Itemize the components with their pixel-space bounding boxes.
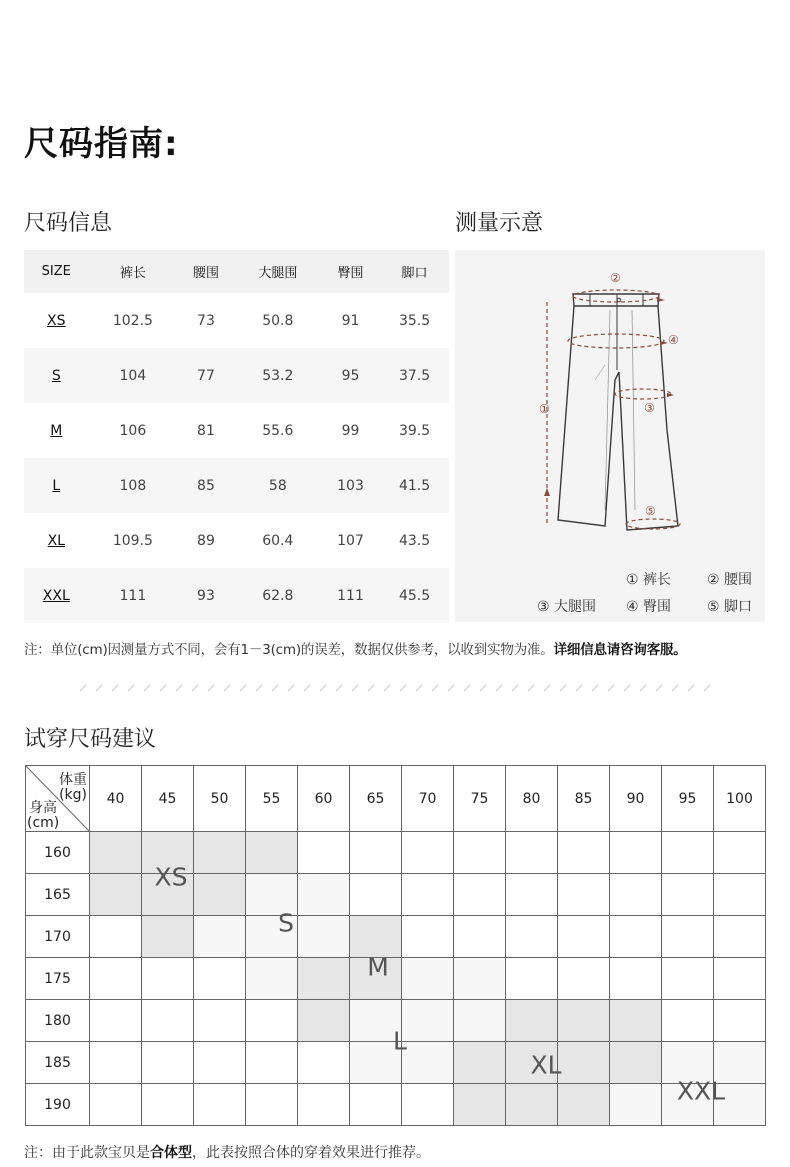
note-fit [24,1142,430,1162]
grid-cell [402,832,454,874]
marker-waist: ② [610,271,621,285]
grid-cell [90,1042,142,1084]
pants-diagram [455,250,765,622]
col-hip: 臀围 [321,250,380,293]
weight-header: 95 [662,766,714,832]
weight-header: 70 [402,766,454,832]
grid-cell [246,832,298,874]
grid-cell [610,916,662,958]
grid-cell [350,916,402,958]
weight-header: 90 [610,766,662,832]
grid-cell [90,832,142,874]
size-label: L [24,458,89,513]
grid-cell [610,1042,662,1084]
height-header: 190 [26,1084,90,1126]
table-row [24,568,449,623]
grid-cell [610,1084,662,1126]
weight-header: 50 [194,766,246,832]
corner-height-unit: (cm) [27,815,60,831]
grid-cell [714,832,766,874]
table-cell: 58 [235,458,321,513]
grid-cell [246,1042,298,1084]
col-hem: 脚口 [380,250,449,293]
grid-cell [194,874,246,916]
weight-header: 65 [350,766,402,832]
weight-header: 85 [558,766,610,832]
marker-thigh: ③ [644,401,655,415]
grid-cell [246,958,298,1000]
table-cell: 45.5 [380,568,449,623]
table-row [24,293,449,348]
note-fit-suffix: ，此表按照合体的穿着效果进行推荐。 [192,1145,430,1161]
grid-cell [558,1042,610,1084]
page-title: 尺码指南: [24,124,179,164]
weight-header: 40 [90,766,142,832]
legend-hip: ④ 臀围 [626,599,672,615]
grid-cell [610,958,662,1000]
grid-cell [194,916,246,958]
grid-cell [454,958,506,1000]
measure-title: 测量示意 [455,211,544,236]
grid-cell [142,958,194,1000]
zone-label-l: L [393,1026,407,1056]
grid-cell [90,874,142,916]
grid-cell [506,916,558,958]
marker-hip: ④ [668,333,679,347]
note-fit-bold: 合体型 [150,1145,192,1161]
col-thigh: 大腿围 [235,250,321,293]
table-cell: 99 [341,422,360,439]
table-cell: 89 [197,532,215,549]
grid-cell [350,832,402,874]
grid-cell [558,916,610,958]
table-cell: 107 [337,532,364,549]
grid-cell [714,958,766,1000]
grid-cell [558,1000,610,1042]
corner-height-label: 身高 [29,800,57,816]
recommend-title: 试穿尺码建议 [24,727,157,752]
grid-cell [194,1042,246,1084]
grid-cell [558,1084,610,1126]
table-cell: 111 [321,568,380,623]
height-header: 185 [26,1042,90,1084]
height-row [26,832,766,874]
grid-cell [298,1084,350,1126]
col-length: 裤长 [89,250,178,293]
size-table-header [24,250,449,293]
table-row [24,403,449,458]
grid-cell [402,874,454,916]
zone-label-s: S [278,908,294,938]
grid-cell [194,958,246,1000]
height-header: 180 [26,1000,90,1042]
grid-cell [350,874,402,916]
grid-cell [142,1042,194,1084]
grid-cell [610,832,662,874]
table-cell: 50.8 [262,312,294,329]
weight-header: 80 [506,766,558,832]
legend-waist: ② 腰围 [707,572,753,588]
grid-cell [298,832,350,874]
zone-label-m: M [367,952,389,982]
corner-weight-unit: (kg) [59,787,87,803]
grid-cell [194,1084,246,1126]
grid-cell [558,832,610,874]
grid-cell [402,1042,454,1084]
table-cell: 77 [177,348,235,403]
grid-cell [454,832,506,874]
height-row [26,916,766,958]
grid-cell [506,1084,558,1126]
grid-cell [454,916,506,958]
zone-label-xl: XL [530,1050,562,1080]
height-header: 175 [26,958,90,1000]
grid-cell [714,916,766,958]
table-cell: 62.8 [235,568,321,623]
size-info-table [24,250,449,623]
note-measurement [24,638,687,658]
recommend-grid [25,765,765,1125]
grid-cell [506,832,558,874]
marker-hem: ⑤ [645,504,656,518]
grid-cell [142,1000,194,1042]
grid-cell [90,1000,142,1042]
note-measurement-bold: 详细信息请咨询客服。 [553,642,687,658]
size-info-title: 尺码信息 [24,211,113,236]
grid-cell [454,1042,506,1084]
size-label: XS [47,312,66,329]
table-cell: 106 [119,422,147,439]
corner-weight-label: 体重 [59,772,87,788]
grid-cell [402,1000,454,1042]
grid-cell [90,916,142,958]
size-label: XXL [24,568,89,623]
height-header: 165 [26,874,90,916]
height-row [26,958,766,1000]
grid-cell [454,1084,506,1126]
height-header: 170 [26,916,90,958]
grid-cell [662,832,714,874]
table-cell: 108 [89,458,178,513]
size-label: XL [47,532,65,549]
legend-thigh: ③ 大腿围 [537,599,597,615]
zone-label-xs: XS [154,862,188,892]
table-row [24,458,449,513]
table-row [24,348,449,403]
grid-cell [298,1042,350,1084]
zone-label-xxl: XXL [676,1076,726,1106]
grid-cell [662,958,714,1000]
legend-length: ① 裤长 [626,572,672,588]
table-cell: 95 [321,348,380,403]
grid-cell [246,1000,298,1042]
grid-cell [558,874,610,916]
grid-cell [194,832,246,874]
grid-cell [142,916,194,958]
table-row [24,513,449,568]
grid-cell [610,1000,662,1042]
table-cell: 35.5 [398,312,431,329]
height-row [26,874,766,916]
table-cell: 93 [177,568,235,623]
grid-cell [350,1084,402,1126]
table-cell: 55.6 [262,422,294,439]
height-row [26,1084,766,1126]
grid-cell [298,958,350,1000]
grid-cell [246,1084,298,1126]
col-size: SIZE [24,250,89,293]
table-cell: 39.5 [398,422,431,439]
grid-cell [194,1000,246,1042]
table-cell: 53.2 [235,348,321,403]
table-cell: 41.5 [380,458,449,513]
grid-cell [454,874,506,916]
grid-cell [454,1000,506,1042]
weight-header: 100 [714,766,766,832]
grid-cell [506,874,558,916]
corner-cell [26,766,90,832]
grid-cell [298,1000,350,1042]
table-cell: 104 [89,348,178,403]
weight-header: 75 [454,766,506,832]
grid-cell [714,874,766,916]
grid-cell [662,916,714,958]
grid-cell [142,1084,194,1126]
table-cell: 109.5 [112,532,153,549]
marker-length: ① [539,402,550,416]
weight-header: 60 [298,766,350,832]
table-cell: 102.5 [112,312,153,329]
grid-cell [662,874,714,916]
table-cell: 60.4 [262,532,294,549]
table-cell: 85 [177,458,235,513]
table-cell: 91 [341,312,360,329]
grid-cell [402,958,454,1000]
note-fit-prefix: 注：由于此款宝贝是 [24,1145,150,1161]
grid-cell [90,958,142,1000]
section-divider [78,684,718,692]
size-label: M [50,422,63,439]
table-cell: 37.5 [380,348,449,403]
grid-cell [298,916,350,958]
size-label: S [24,348,89,403]
table-cell: 81 [197,422,215,439]
weight-header-row [26,766,766,832]
grid-cell [90,1084,142,1126]
table-cell: 73 [197,312,215,329]
grid-cell [402,916,454,958]
table-cell: 111 [89,568,178,623]
grid-cell [662,1000,714,1042]
weight-header: 45 [142,766,194,832]
grid-cell [402,1084,454,1126]
legend-hem: ⑤ 脚口 [707,599,753,615]
table-cell: 103 [321,458,380,513]
weight-header: 55 [246,766,298,832]
col-waist: 腰围 [177,250,235,293]
table-cell: 43.5 [398,532,431,549]
grid-cell [714,1000,766,1042]
height-header: 160 [26,832,90,874]
grid-cell [506,1000,558,1042]
recommend-table [25,765,766,1126]
measure-panel [455,250,765,622]
grid-cell [506,958,558,1000]
grid-cell [298,874,350,916]
note-measurement-text: 注：单位(cm)因测量方式不同，会有1－3(cm)的误差，数据仅供参考，以收到实物为准。 [24,642,554,658]
grid-cell [558,958,610,1000]
grid-cell [610,874,662,916]
